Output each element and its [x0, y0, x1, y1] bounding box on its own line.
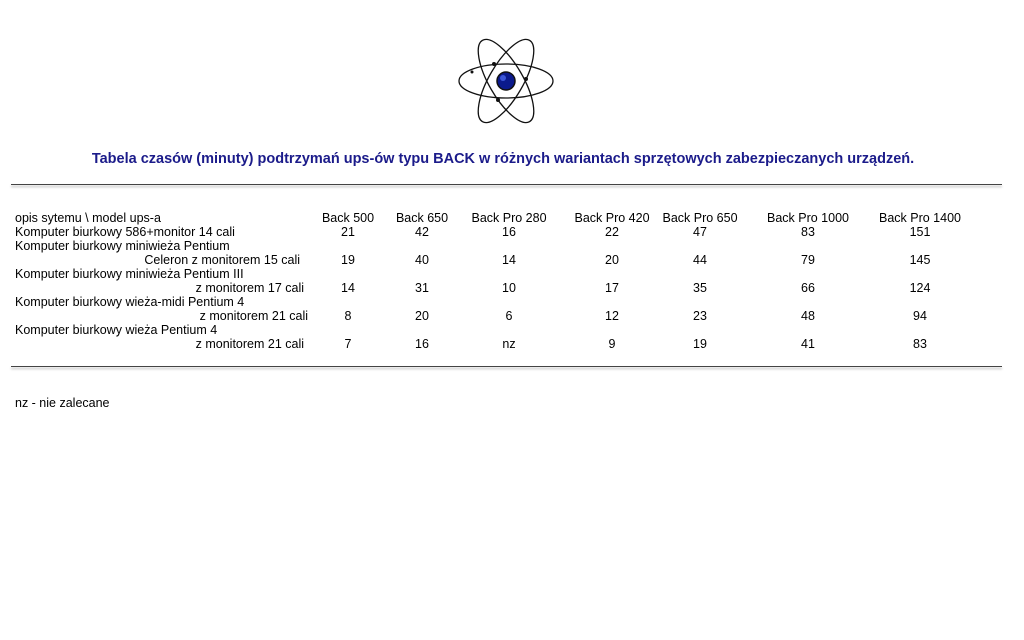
column-header: Back Pro 1400: [879, 211, 961, 225]
table-cell: 22: [605, 225, 619, 239]
row-label: Komputer biurkowy miniwieża Pentium III: [15, 267, 244, 281]
row-label: Komputer biurkowy 586+monitor 14 cali: [15, 225, 235, 239]
table-cell: 48: [801, 309, 815, 323]
column-header: Back Pro 420: [574, 211, 650, 225]
table-cell: 6: [505, 309, 513, 323]
table-cell: 9: [608, 337, 616, 351]
table-cell: 23: [693, 309, 707, 323]
table-cell: 7: [344, 337, 352, 351]
table-cell: 124: [909, 281, 931, 295]
table-cell: 12: [605, 309, 619, 323]
table-cell: 14: [341, 281, 355, 295]
table-cell: 42: [415, 225, 429, 239]
top-divider: [11, 184, 1002, 185]
row-label: z monitorem 21 cali: [199, 309, 308, 323]
table-cell: 19: [693, 337, 707, 351]
table-cell: 40: [415, 253, 429, 267]
column-header: Back Pro 1000: [767, 211, 849, 225]
table-cell: 47: [693, 225, 707, 239]
column-header: Back Pro 650: [662, 211, 738, 225]
table-cell: 20: [605, 253, 619, 267]
table-cell: 145: [909, 253, 931, 267]
table-cell: 17: [605, 281, 619, 295]
table-cell: 19: [341, 253, 355, 267]
table-cell: 35: [693, 281, 707, 295]
corner-label: opis sytemu \ model ups-a: [15, 211, 161, 225]
table-cell: 94: [913, 309, 927, 323]
table-cell: nz: [502, 337, 516, 351]
row-label: Komputer biurkowy wieża Pentium 4: [15, 323, 218, 337]
bottom-divider: [11, 366, 1002, 367]
table-cell: 31: [415, 281, 429, 295]
page-title: Tabela czasów (minuty) podtrzymań ups-ów typu BACK w różnych wariantach sprzętowych zabezpieczanych urządzeń.: [91, 151, 915, 167]
row-label: z monitorem 21 cali: [195, 337, 304, 351]
table-cell: 16: [415, 337, 429, 351]
table-cell: 83: [913, 337, 927, 351]
row-label: Komputer biurkowy miniwieża Pentium: [15, 239, 230, 253]
table-cell: 10: [502, 281, 516, 295]
table-cell: 21: [341, 225, 355, 239]
column-header: Back 500: [321, 211, 375, 225]
footnote: nz - nie zalecane: [15, 396, 110, 410]
table-cell: 66: [801, 281, 815, 295]
table-cell: 79: [801, 253, 815, 267]
row-label: Komputer biurkowy wieża-midi Pentium 4: [15, 295, 245, 309]
table-cell: 8: [344, 309, 352, 323]
table-cell: 44: [693, 253, 707, 267]
atom-icon: [456, 34, 556, 134]
table-cell: 151: [909, 225, 931, 239]
table-cell: 16: [502, 225, 516, 239]
row-label: Celeron z monitorem 15 cali: [144, 253, 300, 267]
column-header: Back Pro 280: [471, 211, 547, 225]
table-cell: 41: [801, 337, 815, 351]
row-label: z monitorem 17 cali: [195, 281, 304, 295]
table-cell: 14: [502, 253, 516, 267]
column-header: Back 650: [395, 211, 449, 225]
table-cell: 83: [801, 225, 815, 239]
table-cell: 20: [415, 309, 429, 323]
